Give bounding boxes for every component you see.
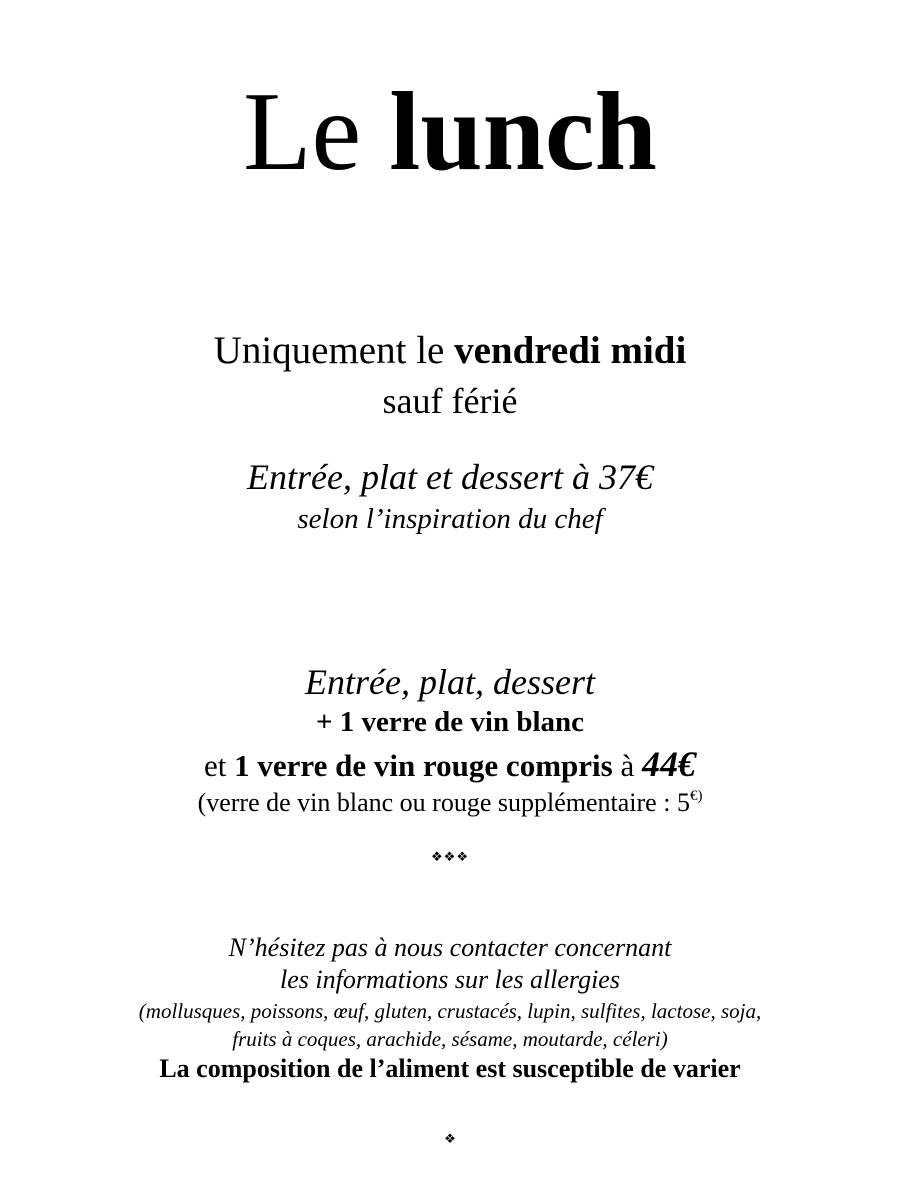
formula2-price: 44€ [641, 744, 696, 784]
allergen-list-line1: (mollusques, poissons, œuf, gluten, crustacés, lupin, sulfites, lactose, soja, [138, 999, 762, 1023]
composition-notice: La composition de l’aliment est susceptible de varier [159, 1054, 741, 1083]
formula2-red-wine-line [0, 746, 900, 782]
formula2-extra-text: (verre de vin blanc ou rouge supplémentaire : 5 [197, 788, 690, 817]
formula2-and: et [204, 748, 227, 783]
title-bold: lunch [389, 70, 657, 194]
formula1-note: selon l’inspiration du chef [297, 503, 603, 535]
schedule-days: vendredi midi [454, 329, 687, 372]
formula1-offer: Entrée, plat et dessert à 37€ [247, 457, 653, 497]
ornament-divider: ❖❖❖ [431, 849, 469, 864]
schedule-line [0, 331, 900, 370]
allergen-list-line2: fruits à coques, arachide, sésame, moutarde, céleri) [232, 1027, 668, 1051]
schedule-intro: Uniquement le [213, 329, 445, 372]
formula2-extra [0, 790, 900, 816]
page-title [0, 70, 900, 194]
formula2-at: à [620, 748, 635, 783]
schedule-exception: sauf férié [382, 381, 518, 421]
allergy-contact-line1: N’hésitez pas à nous contacter concernant [228, 933, 672, 962]
title-regular: Le [243, 70, 362, 194]
formula2-extra-sup: €) [689, 788, 703, 804]
formula2-red-wine: 1 verre de vin rouge compris [234, 748, 613, 783]
formula2-offer: Entrée, plat, dessert [305, 662, 595, 702]
formula2-white-wine: + 1 verre de vin blanc [315, 706, 585, 738]
ornament-footer: ❖ [444, 1131, 456, 1146]
allergy-contact-line2: les informations sur les allergies [280, 965, 620, 994]
